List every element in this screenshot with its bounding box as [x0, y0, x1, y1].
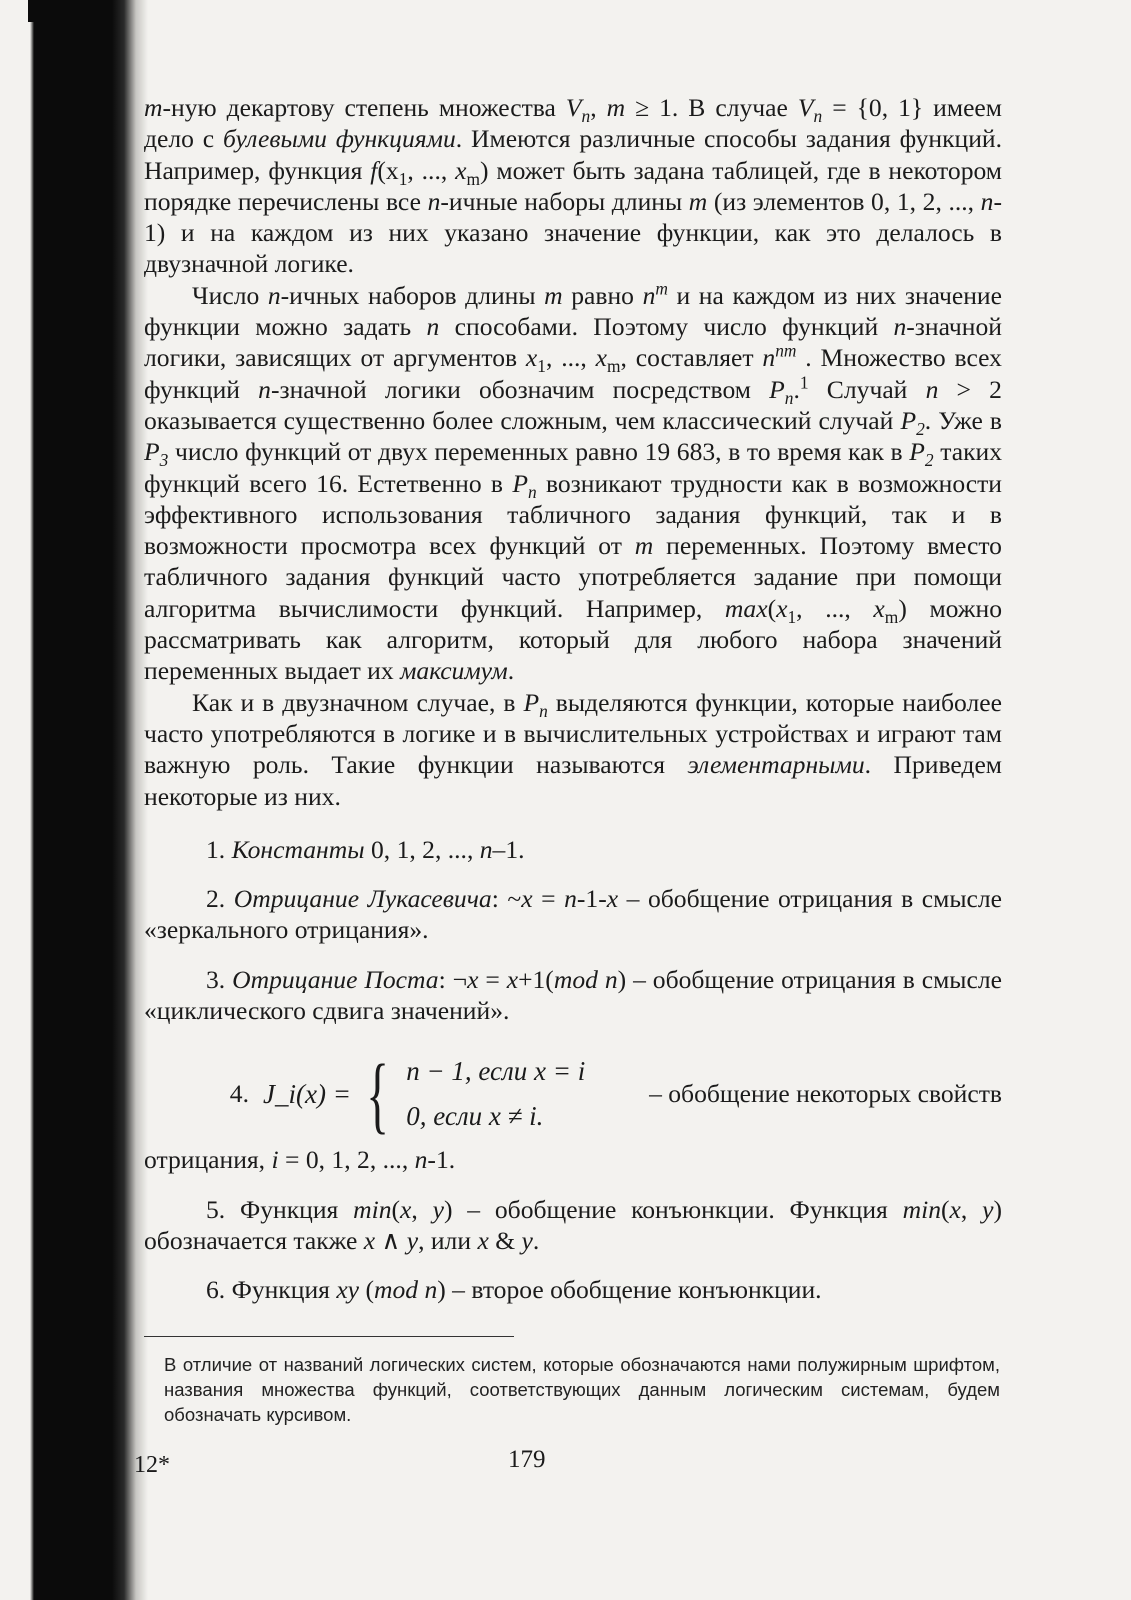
- footnote-divider: [144, 1336, 514, 1337]
- page-body: [144, 92, 1002, 1306]
- text-run: ≥ 1. В случае: [625, 93, 798, 122]
- text-run: равно: [562, 280, 643, 310]
- text-run: . Множество всех функций: [144, 343, 1002, 404]
- text-run: P: [900, 405, 917, 435]
- text-run: m: [655, 278, 668, 299]
- text-run: : ¬: [438, 964, 468, 994]
- text-run: .: [532, 1225, 540, 1255]
- text-run: -значной логики, зависящих от аргументов: [144, 312, 1002, 373]
- text-run: min: [902, 1194, 942, 1224]
- text-run: n: [775, 340, 784, 361]
- text-run: , ...,: [796, 593, 874, 623]
- text-run: 1: [787, 606, 797, 627]
- text-run: булевыми функциями: [223, 124, 456, 154]
- text-run: , составляет: [620, 343, 763, 373]
- text-run: способами. Поэтому число функций: [439, 312, 894, 342]
- text-run: m: [544, 280, 563, 310]
- text-run: P: [144, 437, 160, 467]
- text-run: , ...,: [407, 155, 456, 185]
- text-run: 2.: [206, 884, 234, 914]
- text-run: P: [909, 437, 925, 467]
- text-run: Отрицание Поста: [232, 964, 439, 994]
- text-run: 1.: [206, 834, 232, 864]
- text-run: элементарными: [687, 750, 865, 780]
- text-run: n: [258, 374, 271, 404]
- text-run: m: [688, 186, 708, 216]
- text-run: m: [634, 531, 654, 561]
- text-run: n: [479, 834, 493, 864]
- text-run: P: [512, 468, 528, 498]
- text-run: .: [507, 656, 515, 686]
- text-run: (: [941, 1194, 950, 1224]
- text-run: ) – обобщение отрицания в смысле «циклического сдвига значений».: [144, 964, 1002, 1026]
- text-run: ∧: [375, 1225, 407, 1255]
- text-run: . Имеются различные способы задания функций. Например, функция: [144, 124, 1002, 185]
- main-text: [144, 92, 1002, 812]
- formula-description: – обобщение некоторых свойств: [649, 1079, 1002, 1109]
- text-run: ,: [960, 1194, 983, 1224]
- text-run: n: [813, 106, 823, 127]
- text-run: -ную декартову степень множества: [162, 93, 566, 122]
- text-run: n: [893, 312, 907, 342]
- formula-4: [144, 1046, 1002, 1143]
- text-run: V: [797, 93, 814, 122]
- text-run: переменных. Поэтому вместо табличного задания функций часто употребляется задание при помощи алгоритма вычислимости функций. Например,: [144, 531, 1002, 623]
- text-run: y: [406, 1225, 419, 1255]
- text-run: 1: [799, 372, 809, 393]
- paragraph: [144, 280, 1002, 687]
- text-run: таких функций всего 16. Естетвенно в: [144, 437, 1002, 498]
- text-run: m: [884, 606, 899, 627]
- text-run: Отрицание Лукасевича: [233, 884, 492, 914]
- text-run: m: [606, 93, 626, 122]
- text-run: xy: [336, 1275, 360, 1305]
- text-run: и на каждом из них значение функции можно задать: [144, 280, 1002, 342]
- formula-continuation: [144, 1144, 1002, 1175]
- text-run: y: [432, 1194, 444, 1224]
- text-run: n: [426, 312, 440, 342]
- text-run: f: [370, 155, 378, 185]
- text-run: –1.: [492, 834, 525, 864]
- text-run: n: [539, 700, 548, 721]
- text-run: ) – обобщение конъюнкции. Функция: [443, 1194, 903, 1224]
- text-run: min: [353, 1194, 392, 1224]
- text-run: y: [982, 1194, 994, 1224]
- text-run: n: [642, 280, 656, 310]
- text-run: n: [762, 343, 776, 373]
- text-run: ,: [590, 93, 607, 122]
- text-run: =: [478, 964, 507, 994]
- text-run: m: [466, 168, 481, 189]
- text-run: ,: [411, 1194, 433, 1224]
- list-item-1: [144, 834, 1002, 865]
- text-run: Константы: [231, 834, 365, 864]
- text-run: , или: [418, 1225, 478, 1255]
- text-run: n: [267, 280, 281, 310]
- signature-mark: 12*: [134, 1452, 170, 1478]
- scan-binding-top: [28, 0, 98, 22]
- list-item-6: [144, 1274, 1002, 1305]
- text-run: 1: [398, 168, 408, 189]
- text-run: x: [506, 964, 519, 994]
- text-run: число функций от двух переменных равно 19 683, в то время как в: [168, 437, 910, 467]
- text-run: 2: [916, 419, 925, 440]
- text-run: – обобщение отрицания в смысле «зеркального отрицания».: [144, 884, 1003, 945]
- text-run: ) можно рассматривать как алгоритм, который для любого набора значений переменных выдает их: [144, 593, 1002, 686]
- list-item-3: [144, 964, 1002, 1027]
- formula-number: 4.: [229, 1079, 249, 1109]
- text-run: ) – второе обобщение конъюнкции.: [437, 1275, 822, 1305]
- list-item-2: [144, 883, 1002, 946]
- text-run: -1-: [576, 884, 607, 914]
- text-run: max: [724, 593, 768, 623]
- text-run: 6. Функция: [206, 1275, 337, 1305]
- text-run: y: [521, 1225, 533, 1255]
- scan-binding-edge: [0, 0, 148, 1600]
- formula-case-1: n − 1, если x = i: [406, 1056, 586, 1087]
- paragraph: [144, 687, 1002, 812]
- text-run: m: [783, 340, 797, 361]
- text-run: 1: [537, 356, 546, 377]
- text-run: x: [400, 1194, 412, 1224]
- text-run: x: [525, 343, 538, 373]
- text-run: x: [606, 884, 619, 914]
- footnote: В отличие от названий логических систем, которые обозначаются нами полужирным шрифтом, названия множества функций, соответствующих данным логическим системам, будем обозначать курсивом.: [164, 1354, 1000, 1425]
- text-run: n: [564, 884, 577, 914]
- text-run: n: [414, 1145, 428, 1175]
- text-run: +1(: [518, 964, 554, 994]
- text-run: m: [144, 93, 163, 122]
- brace-icon: {: [366, 1046, 389, 1143]
- text-run: = {0, 1} имеем дело с: [144, 93, 1002, 154]
- text-run: (: [359, 1275, 374, 1305]
- text-run: -ичных наборов длины: [280, 280, 545, 310]
- text-run: .: [793, 374, 800, 404]
- text-run: = 0, 1, 2, ...,: [278, 1145, 415, 1175]
- text-run: n: [980, 186, 994, 216]
- formula-lhs: J_i(x) =: [263, 1078, 351, 1109]
- text-run: x: [873, 593, 885, 623]
- text-run: &: [488, 1225, 522, 1255]
- text-run: ) может быть задана таблицей, где в некотором порядке перечислены все: [144, 155, 1002, 216]
- text-run: . Приведем некоторые из них.: [144, 750, 1002, 811]
- text-run: возникают трудности как в возможности эффективного использования табличного задания функций, так и в возможности просмотра всех функций от: [144, 468, 1002, 561]
- text-run: mod n: [373, 1275, 438, 1305]
- text-run: x: [595, 343, 607, 373]
- text-run: x: [455, 155, 467, 185]
- text-run: 3: [159, 450, 169, 471]
- text-run: 3.: [206, 964, 233, 994]
- text-run: (из элементов 0, 1, 2, ...,: [707, 186, 981, 216]
- text-run: . Уже в: [924, 405, 1002, 435]
- text-run: , ...,: [545, 343, 596, 373]
- text-run: n: [925, 374, 939, 404]
- text-run: x: [467, 964, 479, 994]
- text-run: 5. Функция: [206, 1194, 354, 1224]
- list-item-5: [144, 1194, 1002, 1257]
- text-run: -1.: [427, 1145, 456, 1175]
- text-run: -1) и на каждом из них указано значение функции, как это делалось в двузначной логике.: [144, 186, 1002, 279]
- formula-case-2: 0, если x ≠ i.: [406, 1101, 544, 1132]
- text-run: n: [427, 186, 441, 216]
- text-run: m: [607, 356, 621, 377]
- page-number: 179: [508, 1446, 546, 1473]
- text-run: V: [565, 93, 582, 122]
- formula-cases: [406, 1056, 585, 1132]
- text-run: Число: [192, 280, 268, 310]
- text-run: n: [581, 106, 591, 127]
- text-run: x: [776, 593, 788, 623]
- text-run: 0, 1, 2, ...,: [364, 834, 480, 864]
- text-run: (: [767, 593, 777, 623]
- text-run: выделяются функции, которые наиболее часто употребляются в логике и в вычислительных устройствах и играют там важную роль. Такие функции называются: [144, 687, 1002, 780]
- text-run: P: [769, 374, 785, 404]
- text-run: > 2 оказывается существенно более сложным, чем классический случай: [144, 374, 1002, 435]
- text-run: x: [477, 1225, 489, 1255]
- text-run: Как и в двузначном случае, в: [192, 687, 524, 717]
- text-run: P: [523, 687, 540, 717]
- text-run: ) обозначается также: [144, 1194, 1003, 1255]
- text-run: Случай: [808, 374, 926, 404]
- text-run: x: [521, 884, 533, 914]
- text-run: n: [527, 481, 537, 502]
- text-run: -значной логики обозначим посредством: [270, 374, 770, 404]
- text-run: 2: [924, 450, 934, 471]
- paragraph: [144, 92, 1002, 280]
- text-run: x: [363, 1225, 376, 1255]
- text-run: i: [271, 1145, 279, 1175]
- text-run: отрицания,: [144, 1145, 272, 1175]
- text-run: -ичные наборы длины: [440, 186, 689, 216]
- text-run: x: [949, 1194, 961, 1224]
- text-run: (: [391, 1194, 401, 1224]
- text-run: (x: [377, 155, 399, 185]
- text-run: максимум: [400, 656, 508, 686]
- text-run: =: [532, 884, 565, 914]
- text-run: : ~: [491, 884, 522, 914]
- text-run: mod n: [553, 964, 618, 994]
- text-run: n: [784, 387, 794, 408]
